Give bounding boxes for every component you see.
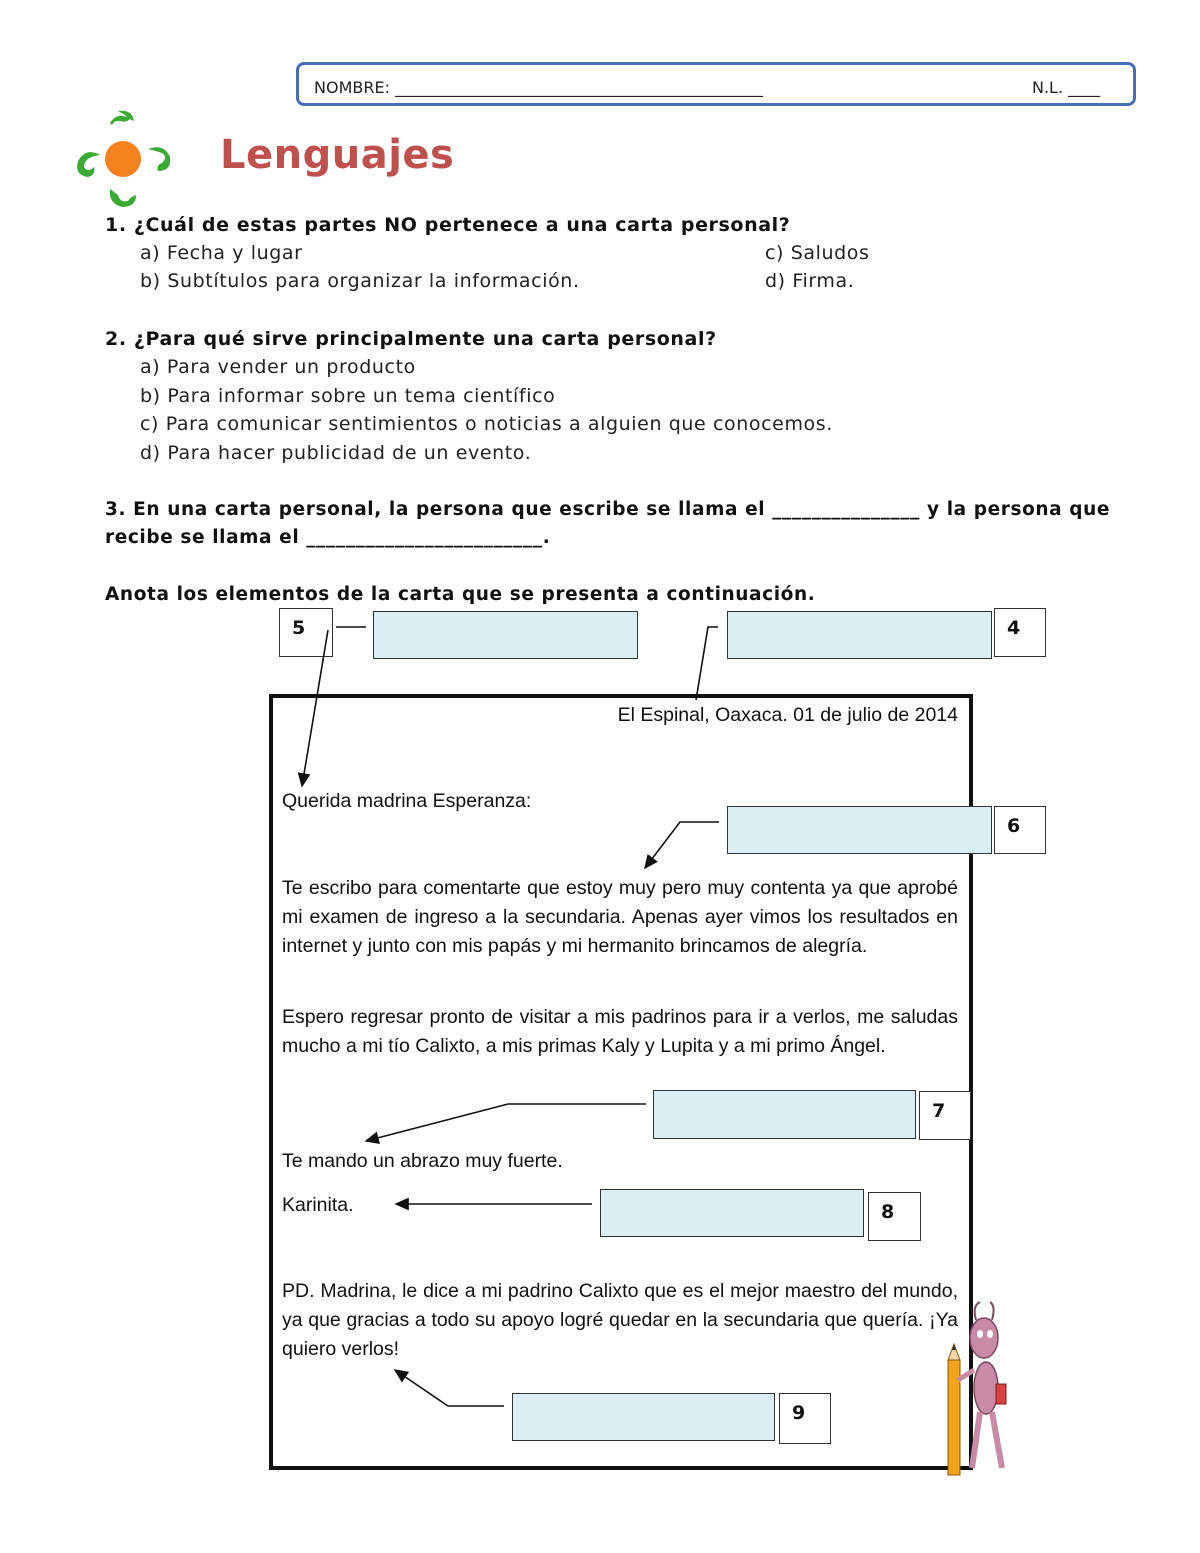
label-number-7: 7	[919, 1091, 971, 1140]
arrow-9	[395, 1370, 504, 1406]
q2-option-a[interactable]: a) Para vender un producto	[140, 356, 416, 378]
letter-place-date: El Espinal, Oaxaca. 01 de julio de 2014	[617, 704, 958, 726]
question-3-line-1[interactable]: 3. En una carta personal, la persona que escribe se llama el _______________ y la persona que	[105, 499, 1111, 520]
q2-option-c[interactable]: c) Para comunicar sentimientos o noticias a alguien que conocemos.	[140, 413, 833, 435]
subject-title: Lenguajes	[220, 132, 455, 178]
q1-option-b[interactable]: b) Subtítulos para organizar la información.	[140, 270, 580, 292]
name-field-label[interactable]: NOMBRE: ______________________________________________	[314, 78, 764, 97]
question-3-line-2[interactable]: recibe se llama el ________________________.	[105, 527, 551, 548]
q1-option-a[interactable]: a) Fecha y lugar	[140, 242, 303, 264]
ant-pencil-illustration-icon	[940, 1300, 1015, 1480]
letter-greeting: Querida madrina Esperanza:	[282, 790, 532, 812]
letter-postscript: PD. Madrina, le dice a mi padrino Calixto que es el mejor maestro del mundo, ya que gracias a todo su apoyo logré quedar en la secundaria que quería. ¡Ya quiero verlos!	[282, 1280, 958, 1360]
label-number-4: 4	[994, 608, 1046, 657]
letter-body-paragraph-1: Te escribo para comentarte que estoy muy pero muy contenta ya que aprobé mi examen de ingreso a la secundaria. Apenas ayer vimos los resultados en internet y junto con mis papás y mi hermanito brincamos de alegría.	[282, 877, 958, 957]
letter-signature: Karinita.	[282, 1194, 354, 1216]
q1-option-c[interactable]: c) Saludos	[765, 242, 870, 264]
q1-option-d[interactable]: d) Firma.	[765, 270, 855, 292]
label-number-6: 6	[994, 806, 1046, 854]
arrow-6	[645, 822, 719, 868]
arrow-7	[366, 1104, 646, 1141]
label-number-9: 9	[779, 1393, 831, 1444]
letter-instruction: Anota los elementos de la carta que se presenta a continuación.	[105, 584, 816, 605]
label-number-8: 8	[868, 1192, 921, 1241]
letter-closing: Te mando un abrazo muy fuerte.	[282, 1150, 563, 1172]
question-1: 1. ¿Cuál de estas partes NO pertenece a una carta personal?	[105, 214, 791, 236]
list-number-label[interactable]: N.L. ____	[1032, 78, 1101, 97]
letter-body-paragraph-2: Espero regresar pronto de visitar a mis padrinos para ir a verlos, me saludas mucho a mi tío Calixto, a mis primas Kaly y Lupita y a mi primo Ángel.	[282, 1006, 958, 1057]
question-2: 2. ¿Para qué sirve principalmente una carta personal?	[105, 328, 717, 350]
arrow-5-down	[302, 630, 328, 786]
q2-option-b[interactable]: b) Para informar sobre un tema científico	[140, 385, 556, 407]
label-number-5: 5	[279, 608, 333, 657]
arrow-4	[696, 627, 718, 700]
q2-option-d[interactable]: d) Para hacer publicidad de un evento.	[140, 442, 532, 464]
